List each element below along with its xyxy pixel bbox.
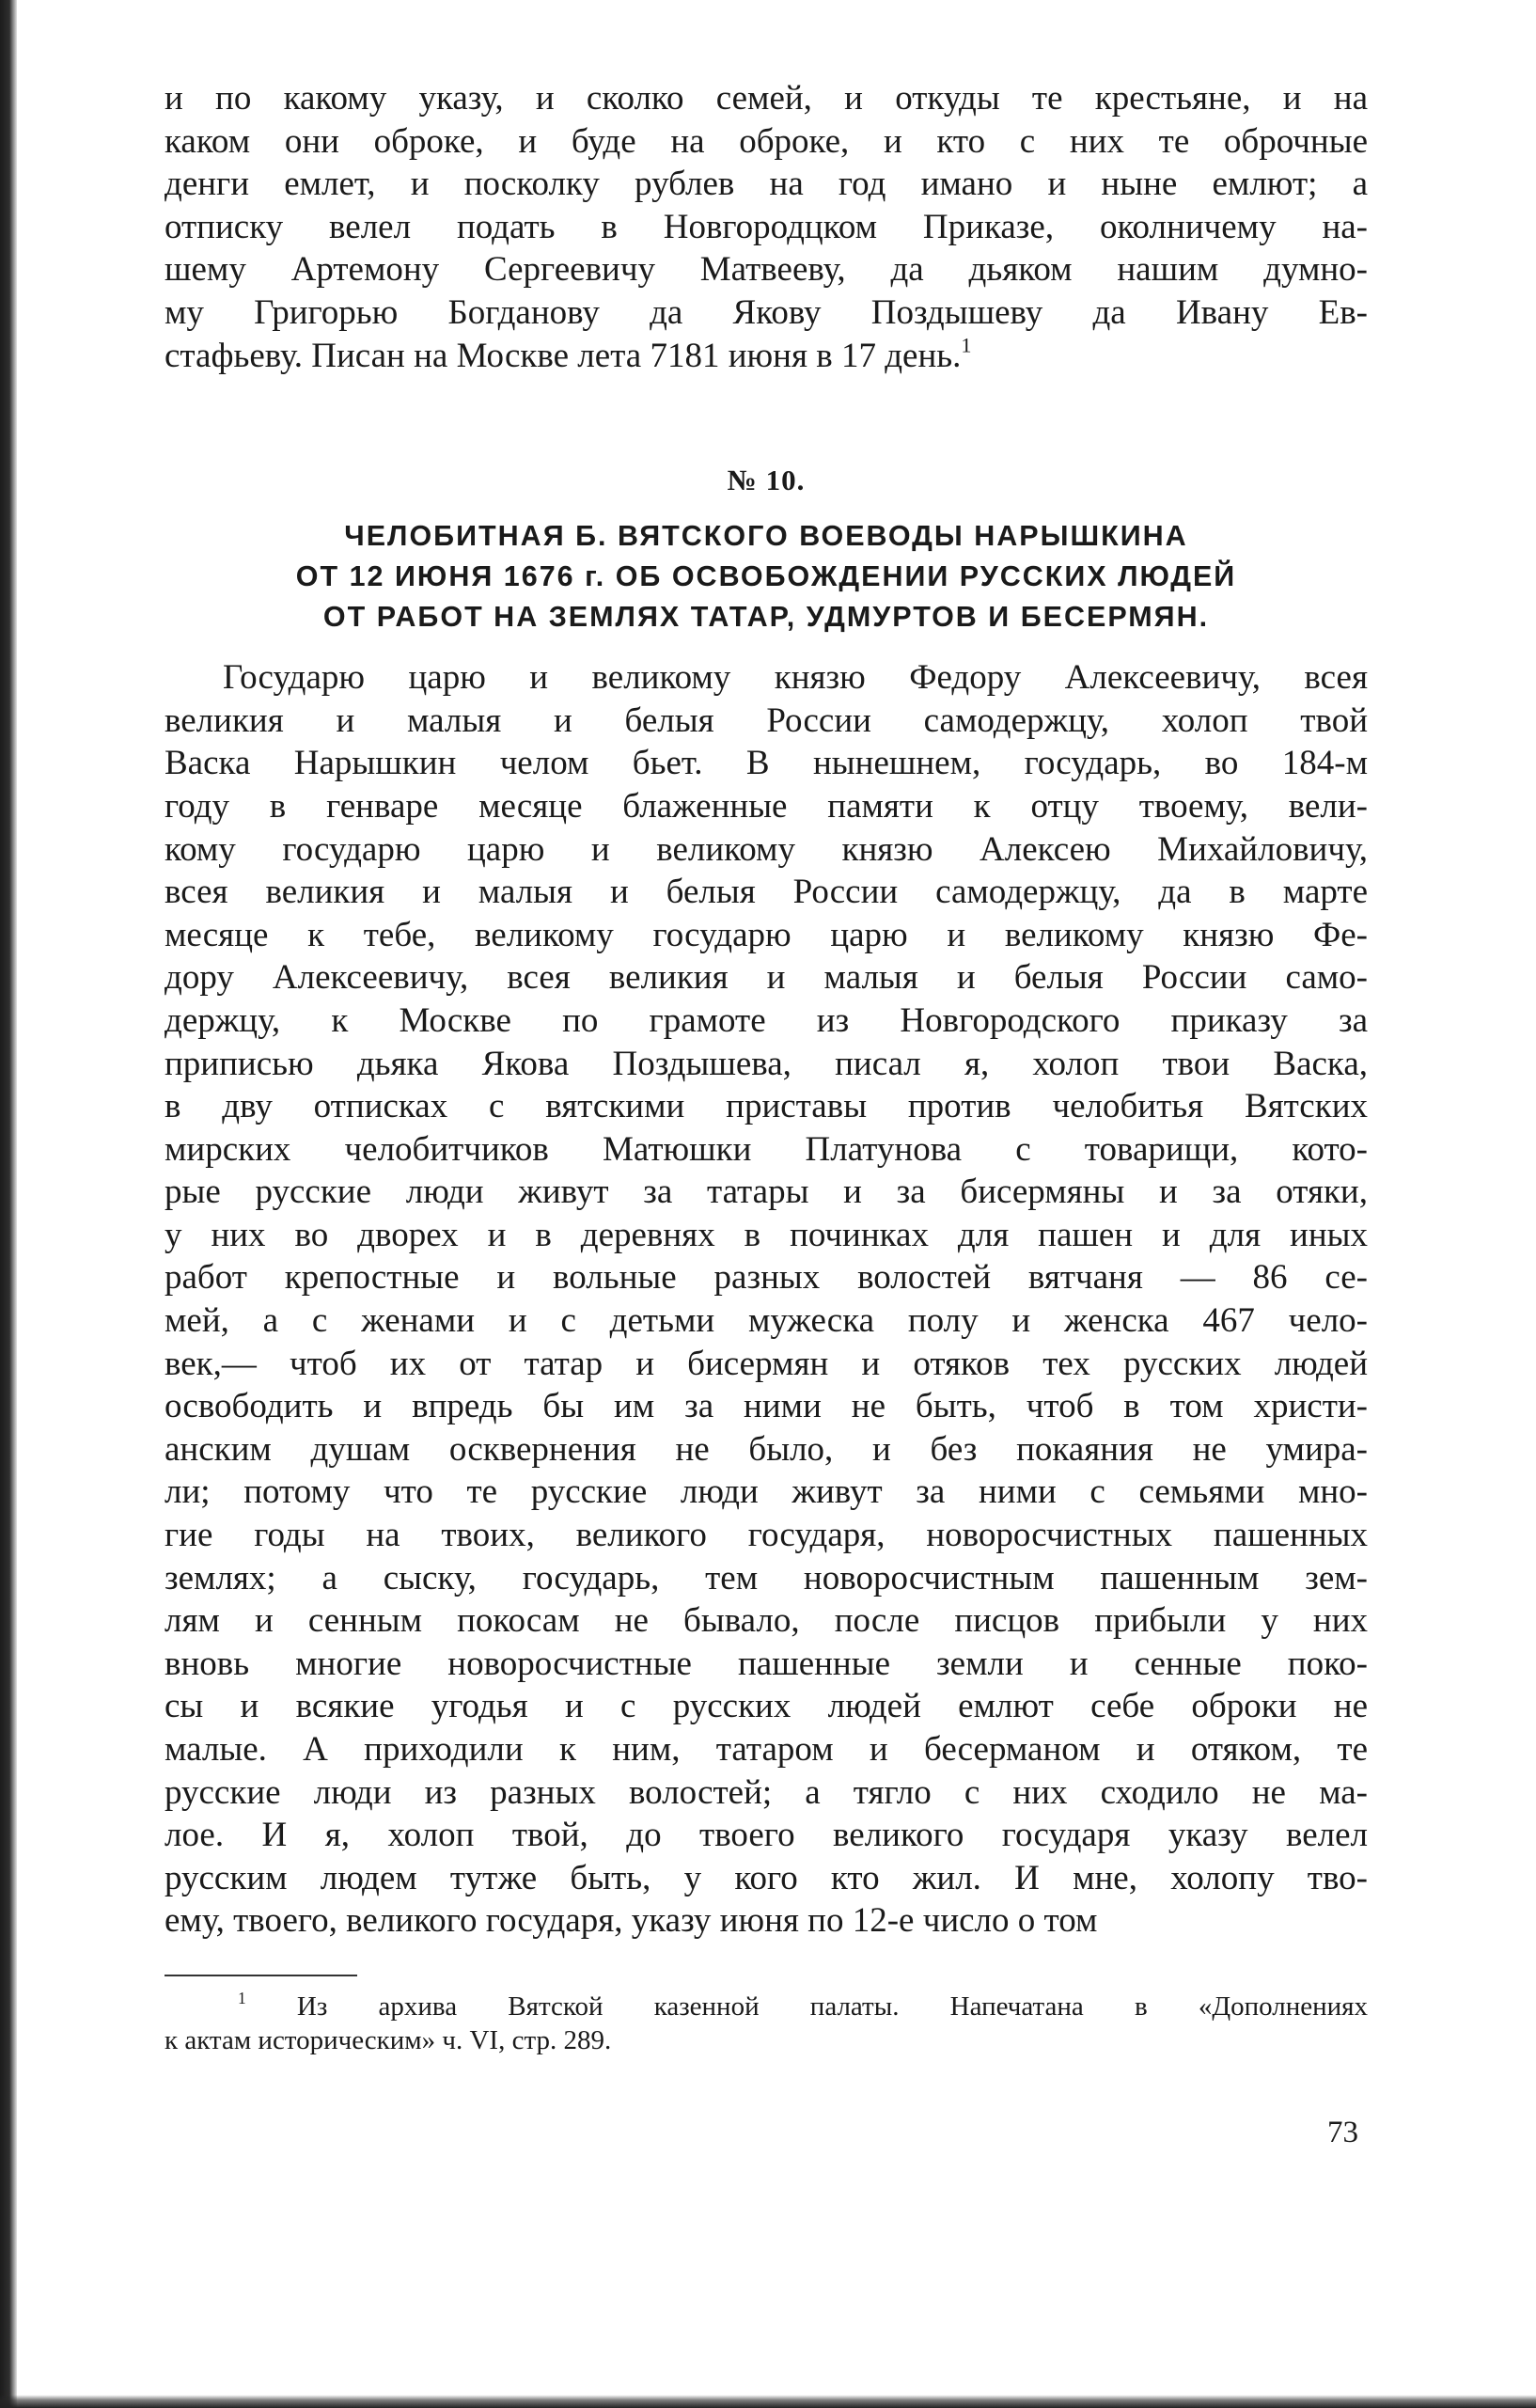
petition-line [165, 914, 1368, 957]
petition-line [165, 1814, 1368, 1857]
paragraph-line [165, 291, 1368, 335]
petition-line [165, 1085, 1368, 1128]
line-text: мей, а с женами и с детьми мужеска полу и женска 467 чело- [165, 1301, 1368, 1341]
footnote [165, 1990, 1368, 2057]
petition-line [165, 1599, 1368, 1643]
line-text: лям и сенным покосам не бывало, после писцов прибыли у них [165, 1601, 1368, 1641]
line-text: и по какому указу, и сколко семей, и откуды те крестьяне, и на [165, 79, 1368, 118]
petition-line [165, 1728, 1368, 1771]
continued-paragraph [165, 77, 1368, 377]
line-text: вновь многие новоросчистные пашенные земли и сенные поко- [165, 1644, 1368, 1683]
paragraph-line [165, 120, 1368, 164]
petition-line [165, 1128, 1368, 1172]
line-text: ли; потому что те русские люди живут за ними с семьями мно- [165, 1472, 1368, 1512]
document-number: № 10. [727, 464, 806, 497]
line-text: русским людем тутже быть, у кого кто жил. И мне, холопу тво- [165, 1858, 1368, 1897]
petition-line [165, 1043, 1368, 1086]
paragraph-line [165, 248, 1368, 291]
footnote-mark: 1 [961, 333, 972, 357]
line-text: ему, твоего, великого государя, указу июня по 12-е число о том [165, 1901, 1098, 1941]
petition-line [165, 1857, 1368, 1900]
heading-line: ОТ РАБОТ НА ЗЕМЛЯХ ТАТАР, УДМУРТОВ И БЕСЕРМЯН. [322, 601, 1210, 634]
line-text: у них во дворех и в деревнях в починках для пашен и для иных [165, 1215, 1368, 1254]
line-text: держцу, к Москве по грамоте из Новгородского приказу за [165, 1000, 1368, 1040]
petition-line [165, 1385, 1368, 1428]
paragraph-line [165, 206, 1368, 249]
heading-line: ОТ 12 ИЮНЯ 1676 г. ОБ ОСВОБОЖДЕНИИ РУССКИХ ЛЮДЕЙ [295, 560, 1237, 593]
footnote-line [165, 2023, 1368, 2057]
footnote-line [165, 1990, 1368, 2023]
line-text: му Григорью Богданову да Якову Поздышеву да Ивану Ев- [165, 292, 1368, 332]
petition-line [165, 828, 1368, 872]
line-text: анским душам осквернения не было, и без покаяния не умира- [165, 1429, 1368, 1469]
petition-line [165, 1899, 1368, 1943]
line-text: Васка Нарышкин челом бьет. В нынешнем, государь, во 184-м [165, 744, 1368, 783]
petition-line [165, 1514, 1368, 1557]
line-text: отписку велел подать в Новгородцком Приказе, околничему на- [165, 207, 1368, 246]
petition-line [165, 871, 1368, 914]
line-text: освободить и впредь бы им за ними не быть, чтоб в том христи- [165, 1387, 1368, 1426]
paragraph-line [165, 163, 1368, 206]
petition-line [165, 700, 1368, 743]
line-text: приписью дьяка Якова Поздышева, писал я, холоп твои Васка, [165, 1044, 1368, 1083]
line-text: шему Артемону Сергеевичу Матвееву, да дьяком нашим думно- [165, 250, 1368, 290]
petition-line [165, 1643, 1368, 1686]
heading-line: ЧЕЛОБИТНАЯ Б. ВЯТСКОГО ВОЕВОДЫ НАРЫШКИНА [344, 520, 1188, 553]
paragraph-line [165, 335, 1368, 378]
paragraph-line [165, 77, 1368, 120]
petition-line [165, 656, 1368, 700]
petition-line [165, 1214, 1368, 1257]
line-text: русские люди из разных волостей; а тягло с них сходило не ма- [165, 1772, 1368, 1812]
petition-line [165, 1771, 1368, 1815]
petition-line [165, 1428, 1368, 1472]
line-text: работ крепостные и вольные разных волостей вятчаня — 86 се- [165, 1258, 1368, 1298]
line-text: сы и всякие угодья и с русских людей емлют себе оброки не [165, 1687, 1368, 1726]
line-text: месяце к тебе, великому государю царю и великому князю Фе- [165, 915, 1368, 954]
document-heading [165, 516, 1368, 637]
line-text: стафьеву. Писан на Москве лета 7181 июня в 17 день. [165, 336, 962, 375]
petition-line [165, 1256, 1368, 1299]
line-text: каком они оброке, и буде на оброке, и кто с них те оброчные [165, 121, 1368, 161]
line-text: великия и малыя и белыя России самодержцу, холоп твой [165, 700, 1368, 740]
line-text: рые русские люди живут за татары и за бисермяны и за отяки, [165, 1173, 1368, 1212]
line-text: к актам историческим» ч. VI, стр. 289. [165, 2024, 612, 2055]
scan-edge-shadow [0, 0, 17, 2408]
line-text: кому государю царю и великому князю Алексею Михайловичу, [165, 829, 1368, 869]
line-text: в дву отписках с вятскими приставы против челобитья Вятских [165, 1087, 1368, 1126]
petition-line [165, 1343, 1368, 1386]
line-text: дору Алексеевичу, всея великия и малыя и белыя России само- [165, 958, 1368, 998]
line-text: всея великия и малыя и белыя России самодержцу, да в марте [165, 873, 1368, 912]
line-text: мирских челобитчиков Матюшки Платунова с товарищи, кото- [165, 1129, 1368, 1169]
petition-body [165, 656, 1368, 1943]
petition-line [165, 956, 1368, 999]
page-content [165, 77, 1368, 2057]
page-number: 73 [1327, 2116, 1358, 2149]
line-text: малые. А приходили к ним, татаром и бесерманом и отяком, те [165, 1730, 1368, 1769]
line-text: век,— чтоб их от татар и бисермян и отяков тех русских людей [165, 1344, 1368, 1383]
line-text: году в генваре месяце блаженные памяти к отцу твоему, вели- [165, 786, 1368, 826]
line-text: Государю царю и великому князю Федору Алексеевичу, всея [223, 658, 1368, 698]
line-text: лое. И я, холоп твой, до твоего великого государя указу велел [165, 1816, 1368, 1855]
scan-bottom-shadow [0, 2395, 1536, 2408]
petition-line [165, 1299, 1368, 1343]
petition-line [165, 1685, 1368, 1728]
line-text: денги емлет, и посколку рублев на год имано и ныне емлют; а [165, 165, 1368, 204]
footnote-text: Из архива Вятской казенной палаты. Напечатана в «Дополнениях [296, 1991, 1368, 2022]
petition-line [165, 1471, 1368, 1514]
line-text: гие годы на твоих, великого государя, новоросчистных пашенных [165, 1516, 1368, 1555]
petition-line [165, 1557, 1368, 1600]
petition-line [165, 1171, 1368, 1214]
petition-line [165, 999, 1368, 1043]
footnote-separator [165, 1975, 357, 1976]
footnote-mark: 1 [238, 1988, 246, 2007]
petition-line [165, 742, 1368, 785]
petition-line [165, 785, 1368, 828]
line-text: землях; а сыску, государь, тем новоросчистным пашенным зем- [165, 1558, 1368, 1597]
